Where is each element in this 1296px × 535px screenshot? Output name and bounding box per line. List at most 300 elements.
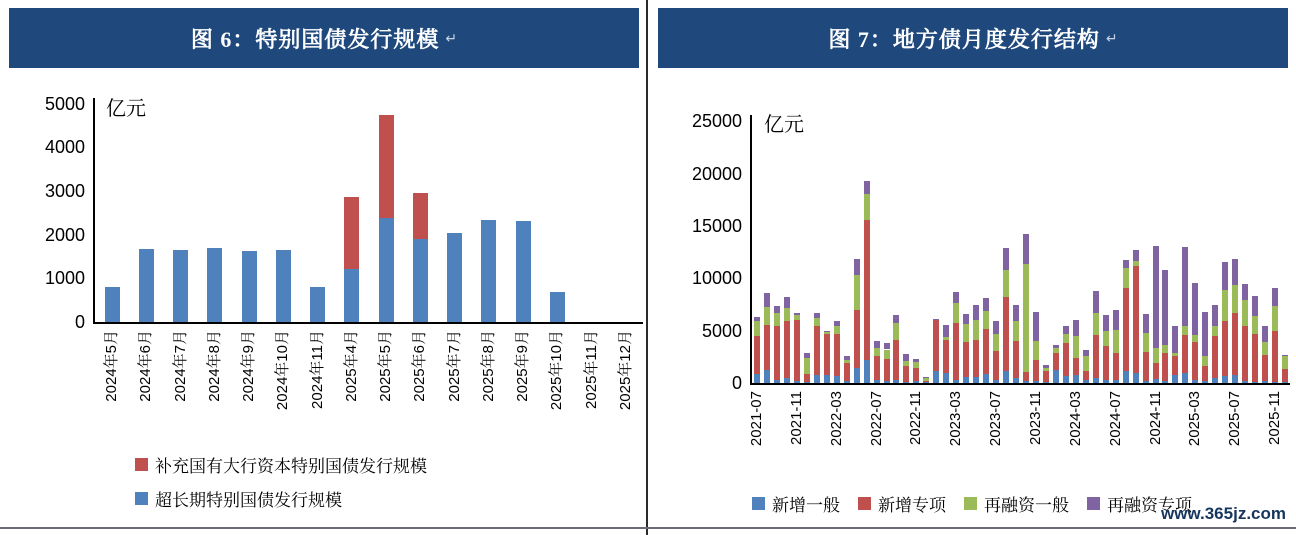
bar-segment-再融资一般 <box>983 311 989 329</box>
bar-segment-新增一般 <box>943 373 949 383</box>
bar-segment-再融资专项 <box>1252 296 1258 316</box>
bar-segment-再融资一般 <box>854 275 860 310</box>
bar-segment-再融资一般 <box>1232 285 1238 313</box>
bar-segment-再融资一般 <box>1133 261 1139 266</box>
fig6-legend <box>135 452 427 511</box>
bar-segment-再融资一般 <box>784 308 790 321</box>
bar-segment-再融资一般 <box>1182 326 1188 334</box>
bar-segment-再融资专项 <box>824 331 830 332</box>
x-axis-tick-label: 2024年9月 <box>240 330 258 402</box>
bar-segment-新增一般 <box>1212 378 1218 383</box>
bar-segment-再融资一般 <box>1162 345 1168 353</box>
fig6-title: 图 6：特别国债发行规模 <box>190 26 440 52</box>
x-axis-tick-label: 2025年6月 <box>411 330 429 402</box>
legend-item <box>135 486 342 511</box>
bar-segment-再融资一般 <box>774 313 780 327</box>
bar-segment-再融资一般 <box>1073 336 1079 357</box>
bar-segment-再融资专项 <box>1282 355 1288 356</box>
bar-segment-再融资专项 <box>1063 326 1069 334</box>
y-axis-tick-label: 5000 <box>701 320 742 341</box>
bar-segment-新增一般 <box>1083 380 1089 383</box>
bar-segment-新增一般 <box>953 380 959 383</box>
bar-segment-再融资一般 <box>1222 290 1228 321</box>
bar-segment-新增专项 <box>943 340 949 373</box>
bar-segment-再融资一般 <box>804 358 810 374</box>
bar-segment-新增专项 <box>754 336 760 373</box>
bar-segment-再融资一般 <box>1113 330 1119 354</box>
bar-segment-再融资专项 <box>923 377 929 378</box>
x-axis-tick-label: 2025-07 <box>1226 391 1244 447</box>
bar-segment-再融资专项 <box>784 297 790 309</box>
bar-segment-再融资专项 <box>1172 326 1178 353</box>
bar-segment-新增一般 <box>774 380 780 383</box>
bar-segment-再融资一般 <box>1043 368 1049 372</box>
x-axis-tick-label: 2024-11 <box>1146 391 1164 445</box>
bar-segment-再融资一般 <box>923 378 929 381</box>
bar-segment-再融资一般 <box>1242 300 1248 327</box>
bar-segment-新增一般 <box>1262 381 1268 383</box>
x-axis-tick-label: 2024年11月 <box>308 330 326 409</box>
bar-segment-新增专项 <box>1043 371 1049 381</box>
bar-segment-新增一般 <box>764 370 770 383</box>
legend-swatch-icon <box>858 497 871 510</box>
bar-segment-再融资一般 <box>844 360 850 363</box>
bar-segment-新增专项 <box>834 334 840 376</box>
bar-segment-再融资一般 <box>973 320 979 340</box>
bar-segment-再融资专项 <box>993 321 999 334</box>
bar-segment-再融资专项 <box>1242 284 1248 300</box>
bar-segment-再融资专项 <box>1123 260 1129 268</box>
bar-segment-新增专项 <box>1133 266 1139 373</box>
bar-segment-再融资专项 <box>1013 305 1019 321</box>
bar-segment-新增一般 <box>973 377 979 383</box>
bar-segment-再融资专项 <box>1023 234 1029 264</box>
bar-segment-新增一般 <box>933 371 939 383</box>
bar-segment-再融资专项 <box>933 319 939 320</box>
bar-segment-新增专项 <box>953 323 959 380</box>
bar-segment-再融资一般 <box>884 350 890 360</box>
bar-segment-新增一般 <box>1123 371 1129 383</box>
bar-segment-新增专项 <box>983 329 989 374</box>
bar-segment-再融资专项 <box>1153 246 1159 348</box>
legend-swatch-icon <box>1087 497 1100 510</box>
page-bottom-border <box>0 527 1296 529</box>
bar-segment-再融资专项 <box>1083 350 1089 357</box>
bar-segment-再融资一般 <box>1023 264 1029 372</box>
bar-segment-新增专项 <box>764 325 770 370</box>
paragraph-mark-icon: ↵ <box>1105 29 1118 46</box>
bar-segment-再融资专项 <box>963 314 969 324</box>
bar-segment-新增一般 <box>1272 382 1278 383</box>
legend-label: 超长期特别国债发行规模 <box>155 491 342 510</box>
bar-segment-新增一般 <box>1232 375 1238 383</box>
bar-segment-超长期特别国债发行规模 <box>413 239 428 322</box>
fig7-axis-unit-label: 亿元 <box>764 114 804 136</box>
bar-segment-再融资一般 <box>943 337 949 339</box>
bar-segment-再融资一般 <box>903 361 909 366</box>
bar-segment-新增一般 <box>893 380 899 383</box>
x-axis-tick-label: 2025年12月 <box>616 330 634 411</box>
bar-segment-再融资一般 <box>824 332 830 334</box>
bar-segment-新增一般 <box>1003 371 1009 383</box>
bar-segment-新增专项 <box>1113 353 1119 380</box>
bar-segment-再融资专项 <box>874 341 880 348</box>
bar-segment-再融资一般 <box>1272 306 1278 331</box>
bar-segment-新增一般 <box>1192 380 1198 383</box>
legend-item <box>752 491 840 516</box>
bar-segment-超长期特别国债发行规模 <box>344 269 359 322</box>
bar-segment-再融资专项 <box>1192 283 1198 335</box>
bar-segment-新增专项 <box>1023 372 1029 381</box>
bar-segment-再融资一般 <box>1083 356 1089 371</box>
bar-segment-再融资一般 <box>1003 270 1009 297</box>
bar-segment-新增专项 <box>1232 313 1238 375</box>
bar-segment-新增专项 <box>1053 353 1059 370</box>
bar-segment-新增专项 <box>1272 331 1278 382</box>
bar-segment-新增一般 <box>1202 381 1208 383</box>
watermark-link[interactable]: www.365jz.com <box>1160 504 1286 523</box>
bar-segment-再融资一般 <box>754 321 760 337</box>
bar-segment-再融资专项 <box>1212 305 1218 326</box>
bar-segment-新增专项 <box>1073 358 1079 375</box>
bar-segment-新增一般 <box>814 375 820 383</box>
bar-segment-再融资一般 <box>1212 326 1218 336</box>
bar-segment-超长期特别国债发行规模 <box>242 251 257 322</box>
y-axis-tick-label: 0 <box>74 312 85 332</box>
bar-segment-再融资一般 <box>1282 356 1288 370</box>
bar-segment-新增一般 <box>874 380 880 383</box>
bar-segment-再融资专项 <box>884 343 890 349</box>
bar-segment-新增专项 <box>1083 371 1089 379</box>
legend-item <box>964 491 1069 516</box>
bar-segment-再融资专项 <box>854 259 860 275</box>
x-axis-tick-label: 2024年10月 <box>274 330 292 411</box>
bar-segment-再融资专项 <box>973 305 979 320</box>
x-axis-tick-label: 2024年7月 <box>171 330 189 402</box>
legend-item <box>135 452 427 477</box>
bar-segment-再融资专项 <box>1113 310 1119 329</box>
x-axis-line <box>93 322 643 324</box>
y-axis-tick-label: 25000 <box>691 111 742 132</box>
x-axis-line <box>750 383 1290 385</box>
bar-segment-新增一般 <box>963 377 969 383</box>
bar-segment-再融资专项 <box>1182 247 1188 326</box>
bar-segment-再融资专项 <box>1262 326 1268 341</box>
bar-segment-再融资专项 <box>1272 288 1278 305</box>
bar-segment-新增一般 <box>1242 381 1248 383</box>
bar-segment-新增专项 <box>1262 355 1268 382</box>
bar-segment-新增一般 <box>1053 370 1059 383</box>
y-axis-tick-label: 5000 <box>44 93 85 114</box>
bar-segment-新增专项 <box>774 326 780 379</box>
y-axis-line <box>93 98 95 323</box>
bar-segment-新增一般 <box>1033 381 1039 383</box>
bar-segment-再融资专项 <box>834 321 840 326</box>
bar-segment-新增一般 <box>1063 376 1069 383</box>
bar-segment-再融资一般 <box>1103 331 1109 346</box>
bar-segment-再融资专项 <box>1202 312 1208 356</box>
bar-segment-再融资一般 <box>1053 348 1059 353</box>
bar-segment-新增专项 <box>1202 366 1208 381</box>
bar-segment-再融资专项 <box>983 298 989 311</box>
bar-segment-新增专项 <box>1093 335 1099 378</box>
bar-segment-超长期特别国债发行规模 <box>447 233 462 322</box>
y-axis-tick-label: 3000 <box>44 180 85 201</box>
bar-segment-再融资一般 <box>1143 333 1149 351</box>
bar-segment-再融资专项 <box>1073 320 1079 337</box>
bar-segment-再融资一般 <box>1252 316 1258 334</box>
bar-segment-再融资一般 <box>1033 341 1039 361</box>
bar-segment-超长期特别国债发行规模 <box>173 250 188 322</box>
fig7-title: 图 7：地方债月度发行结构 <box>828 26 1100 52</box>
fig7-chart <box>648 0 1296 535</box>
bar-segment-新增专项 <box>1242 326 1248 380</box>
bar-segment-新增专项 <box>1033 360 1039 381</box>
bar-segment-新增一般 <box>834 376 840 383</box>
x-axis-tick-label: 2025年10月 <box>548 330 566 411</box>
bar-segment-新增专项 <box>913 368 919 382</box>
bar-segment-新增专项 <box>854 310 860 369</box>
bar-segment-新增专项 <box>1123 288 1129 371</box>
legend-label: 再融资一般 <box>984 496 1069 515</box>
x-axis-tick-label: 2021-11 <box>787 391 805 445</box>
bar-segment-再融资专项 <box>953 292 959 303</box>
x-axis-tick-label: 2025年7月 <box>445 330 463 402</box>
bar-segment-再融资专项 <box>1103 315 1109 331</box>
bar-segment-新增一般 <box>1133 373 1139 383</box>
bar-segment-补充国有大行资本特别国债发行规模 <box>379 115 394 218</box>
y-axis-tick-label: 1000 <box>44 268 85 289</box>
bar-segment-再融资专项 <box>804 353 810 358</box>
y-axis-tick-label: 20000 <box>691 163 742 184</box>
bar-segment-再融资专项 <box>844 356 850 360</box>
bar-segment-超长期特别国债发行规模 <box>105 287 120 322</box>
bar-segment-再融资专项 <box>754 317 760 321</box>
bar-segment-再融资一般 <box>764 307 770 325</box>
bar-segment-再融资一般 <box>963 324 969 342</box>
legend-label: 再融资专项 <box>1107 496 1192 515</box>
x-axis-tick-label: 2025-03 <box>1186 391 1204 447</box>
bar-segment-新增专项 <box>1003 297 1009 371</box>
bar-segment-新增一般 <box>1023 381 1029 383</box>
bar-segment-新增专项 <box>1143 352 1149 382</box>
x-axis-tick-label: 2023-03 <box>947 391 965 447</box>
bar-segment-新增一般 <box>854 368 860 383</box>
bar-segment-新增一般 <box>1222 376 1228 383</box>
bar-segment-新增专项 <box>844 363 850 381</box>
bar-segment-新增一般 <box>864 360 870 383</box>
bar-segment-再融资专项 <box>1033 312 1039 340</box>
bar-segment-再融资专项 <box>814 313 820 318</box>
bar-segment-新增专项 <box>1252 334 1258 382</box>
bar-segment-新增专项 <box>794 320 800 381</box>
bar-segment-新增一般 <box>923 382 929 383</box>
bar-segment-新增专项 <box>923 381 929 383</box>
bar-segment-新增专项 <box>1222 321 1228 375</box>
bar-segment-新增专项 <box>1063 343 1069 376</box>
bar-segment-再融资专项 <box>1133 250 1139 261</box>
x-axis-tick-label: 2025年5月 <box>377 330 395 402</box>
bar-segment-再融资一般 <box>1153 348 1159 363</box>
bar-segment-新增专项 <box>1162 353 1168 381</box>
bar-segment-新增一般 <box>913 381 919 383</box>
legend-item <box>858 491 946 516</box>
y-axis-line <box>750 115 752 383</box>
bar-segment-再融资一般 <box>1172 353 1178 356</box>
bar-segment-新增一般 <box>1182 373 1188 383</box>
bar-segment-再融资一般 <box>834 326 840 334</box>
bar-segment-再融资一般 <box>1202 356 1208 366</box>
bar-segment-新增专项 <box>1282 369 1288 382</box>
bar-segment-再融资专项 <box>913 359 919 362</box>
bar-segment-新增一般 <box>844 381 850 383</box>
fig6-axis-unit-label: 亿元 <box>106 98 146 120</box>
x-axis-tick-label: 2024-03 <box>1066 391 1084 447</box>
bar-segment-超长期特别国债发行规模 <box>550 292 565 322</box>
bar-segment-再融资专项 <box>764 293 770 307</box>
y-axis-tick-label: 4000 <box>44 137 85 158</box>
bar-segment-再融资一般 <box>794 315 800 320</box>
bar-segment-新增专项 <box>1172 356 1178 374</box>
bar-segment-再融资一般 <box>953 303 959 323</box>
x-axis-tick-label: 2022-07 <box>867 391 885 447</box>
bar-segment-新增专项 <box>1013 341 1019 378</box>
bar-segment-新增专项 <box>1153 363 1159 379</box>
bar-segment-新增专项 <box>884 359 890 381</box>
bar-segment-新增专项 <box>963 342 969 377</box>
bar-segment-再融资一般 <box>993 334 999 351</box>
bar-segment-再融资一般 <box>1013 321 1019 341</box>
bar-segment-再融资一般 <box>864 194 870 220</box>
bar-segment-新增专项 <box>903 366 909 382</box>
bar-segment-再融资专项 <box>1093 291 1099 314</box>
bar-segment-新增一般 <box>903 382 909 383</box>
x-axis-tick-label: 2025年4月 <box>342 330 360 402</box>
bar-segment-新增一般 <box>1282 382 1288 383</box>
bar-segment-超长期特别国债发行规模 <box>207 248 222 322</box>
bar-segment-补充国有大行资本特别国债发行规模 <box>344 197 359 269</box>
bar-segment-再融资一般 <box>913 362 919 368</box>
bar-segment-新增专项 <box>1212 336 1218 377</box>
bar-segment-补充国有大行资本特别国债发行规模 <box>413 193 428 239</box>
bar-segment-新增一般 <box>983 374 989 383</box>
bar-segment-再融资专项 <box>903 354 909 361</box>
panel-divider <box>646 0 648 535</box>
bar-segment-再融资专项 <box>774 306 780 313</box>
y-axis-tick-label: 2000 <box>44 224 85 245</box>
y-axis-tick-label: 15000 <box>691 215 742 236</box>
panel-fig7 <box>648 0 1296 535</box>
bar-segment-新增一般 <box>1113 380 1119 383</box>
bar-segment-超长期特别国债发行规模 <box>481 220 496 322</box>
bar-segment-新增一般 <box>1013 378 1019 383</box>
bar-segment-再融资一般 <box>933 319 939 320</box>
bar-segment-再融资一般 <box>1192 335 1198 342</box>
bar-segment-新增专项 <box>804 374 810 382</box>
x-axis-tick-label: 2025年8月 <box>479 330 497 402</box>
bar-segment-新增一般 <box>1093 378 1099 383</box>
bar-segment-再融资专项 <box>1043 365 1049 368</box>
legend-swatch-icon <box>964 497 977 510</box>
x-axis-tick-label: 2024-07 <box>1106 391 1124 447</box>
bar-segment-再融资专项 <box>1053 345 1059 348</box>
bar-segment-新增一般 <box>993 380 999 383</box>
legend-swatch-icon <box>135 492 148 505</box>
bar-segment-再融资专项 <box>1003 248 1009 270</box>
bar-segment-新增一般 <box>884 381 890 383</box>
x-axis-tick-label: 2023-11 <box>1026 391 1044 445</box>
bar-segment-再融资一般 <box>1063 334 1069 342</box>
bar-segment-新增专项 <box>893 340 899 380</box>
bar-segment-再融资一般 <box>893 323 899 340</box>
bar-segment-新增一般 <box>1252 382 1258 383</box>
bar-segment-再融资一般 <box>1123 268 1129 288</box>
y-axis-tick-label: 10000 <box>691 268 742 289</box>
bar-segment-新增一般 <box>1073 375 1079 383</box>
x-axis-tick-label: 2022-11 <box>907 391 925 445</box>
x-axis-tick-label: 2022-03 <box>827 391 845 447</box>
bar-segment-新增一般 <box>1043 382 1049 383</box>
bar-segment-超长期特别国债发行规模 <box>516 221 531 322</box>
x-axis-tick-label: 2024年8月 <box>205 330 223 402</box>
bar-segment-新增专项 <box>1182 335 1188 373</box>
bar-segment-新增一般 <box>1143 381 1149 383</box>
bar-segment-新增一般 <box>754 374 760 383</box>
bar-segment-新增专项 <box>1192 342 1198 380</box>
bar-segment-新增一般 <box>1172 375 1178 383</box>
bar-segment-新增专项 <box>824 334 830 375</box>
bar-segment-新增一般 <box>784 378 790 383</box>
bar-segment-新增一般 <box>804 382 810 383</box>
bar-segment-新增专项 <box>784 321 790 378</box>
bar-segment-新增一般 <box>1162 381 1168 383</box>
bar-segment-超长期特别国债发行规模 <box>276 250 291 322</box>
bar-segment-再融资专项 <box>943 325 949 338</box>
bar-segment-新增专项 <box>933 320 939 371</box>
bar-segment-再融资专项 <box>1232 259 1238 285</box>
bar-segment-新增专项 <box>993 351 999 380</box>
bar-segment-再融资一般 <box>874 348 880 355</box>
bar-segment-新增一般 <box>794 381 800 383</box>
y-axis-tick-label: 0 <box>731 373 742 393</box>
legend-swatch-icon <box>752 497 765 510</box>
bar-segment-超长期特别国债发行规模 <box>310 287 325 322</box>
bar-segment-再融资一般 <box>1093 313 1099 334</box>
bar-segment-新增一般 <box>1153 379 1159 383</box>
x-axis-tick-label: 2024年6月 <box>137 330 155 402</box>
bar-segment-新增专项 <box>1103 346 1109 379</box>
bar-segment-再融资专项 <box>1143 314 1149 333</box>
x-axis-tick-label: 2025-11 <box>1266 391 1284 445</box>
bar-segment-新增专项 <box>973 340 979 377</box>
legend-label: 补充国有大行资本特别国债发行规模 <box>155 457 427 476</box>
bar-segment-再融资专项 <box>1222 262 1228 290</box>
bar-segment-新增专项 <box>864 220 870 360</box>
bar-segment-再融资专项 <box>893 315 899 323</box>
legend-label: 新增一般 <box>772 496 840 515</box>
bar-segment-再融资专项 <box>1162 270 1168 345</box>
bar-segment-新增一般 <box>824 375 830 383</box>
x-axis-tick-label: 2025年11月 <box>582 330 600 409</box>
x-axis-tick-label: 2021-07 <box>747 391 765 447</box>
bar-segment-新增专项 <box>814 326 820 374</box>
bar-segment-超长期特别国债发行规模 <box>379 218 394 322</box>
x-axis-tick-label: 2023-07 <box>987 391 1005 447</box>
bar-segment-再融资专项 <box>864 181 870 193</box>
x-axis-tick-label: 2024年5月 <box>103 330 121 402</box>
bar-segment-再融资一般 <box>1262 342 1268 355</box>
legend-swatch-icon <box>135 458 148 471</box>
